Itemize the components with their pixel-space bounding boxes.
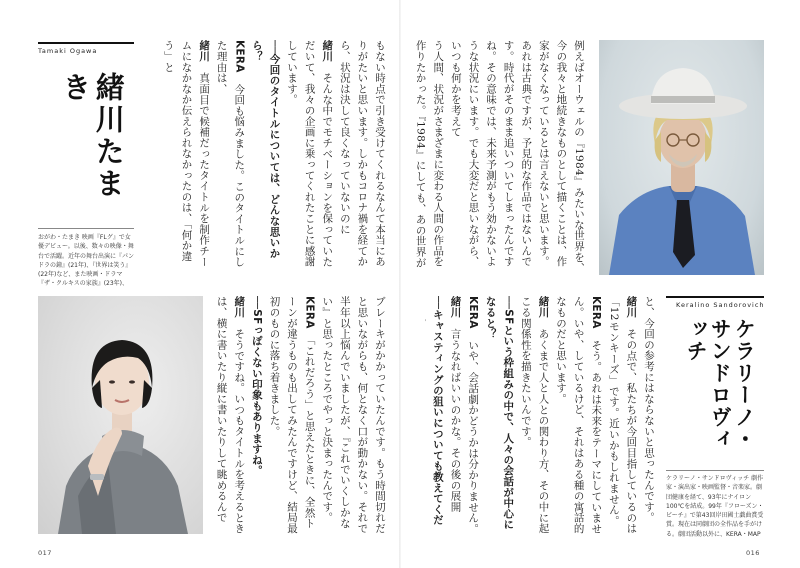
interview-question: ──SFという枠組みの中で、人々の会話が中心になると？	[484, 296, 515, 530]
speaker-text: 言うなればいいのかな。その後の展開	[449, 328, 462, 513]
paragraph: 例えばオーウェルの『1984』みたいな世界を、今の我々と地続きなものとして描くことは、作家がなくなっているとは言えないと思います。あれは古典ですが、予見的な作品ではないんです。時代がそのまま追いついてしまったんですね。その意味では、未来予測がもう効かないような状況にいます。でも大変だと思いながら、いつも何かを考えて	[449, 40, 585, 274]
paragraph	[282, 40, 335, 268]
speaker-text: そんな中でモチベーションを保っていただいて、我々の企画に乗ってくれたことに感謝しています。	[286, 40, 334, 267]
interviewee-name	[684, 318, 756, 468]
speaker-text: その点で、私たちが今回目指しているのは「12モンキーズ」です。近いかもしれません。	[607, 296, 638, 534]
text-column-lower	[216, 296, 388, 536]
speaker-label: 緒川	[321, 40, 334, 62]
romaji-name: Tamaki Ogawa	[38, 47, 98, 55]
interviewee-bio: おがわ・たまき 映画『FLグ』で女優デビュー。以後、数々の映像・舞台で活躍。近年の舞台出演に『パンドラの鐘』(21年)、『世界は笑う』(22年)など、また映画・ドラマ『ザ・クルキスの家族』(23年)、	[38, 234, 134, 288]
portrait-photo-kera	[599, 40, 764, 275]
paragraph	[265, 296, 318, 536]
speaker-label: KERA	[233, 40, 246, 73]
paragraph: ブレーキがかかっていたんです。もう時間切れだと思いながらも、何となく口が動かない。それで半年以上悩んでいましたが、『これでいくしかない』と思ったところでやっと決まったんです。	[321, 296, 386, 534]
interviewee-name: 緒川たまき	[58, 72, 126, 200]
speaker-text: あくまで人と人との関わり方、その中に起こる関係性を描きたいんです。	[519, 296, 550, 534]
paragraph: う人間、状況がさまざまに変わる人間の作品を作りたかった。『1984』にしても、あの世界が	[415, 40, 445, 268]
speaker-text: いや、会話劇かどうかは分かりません。	[467, 339, 480, 534]
speaker-label: 緒川	[198, 40, 211, 62]
page-number: 017	[38, 549, 52, 557]
name-line: ケラリーノ・	[732, 318, 758, 450]
paragraph	[159, 40, 212, 268]
speaker-label: 緒川	[537, 296, 550, 318]
interview-question: ──今回のタイトルについては、どんな思いから？	[250, 40, 281, 259]
name-block-rule	[38, 42, 134, 44]
page-gutter	[399, 0, 401, 568]
speaker-text: そう。あれは未来をテーマにしていません。いや、しているけど、それはある種の寓話的なものだと思います。	[555, 296, 603, 534]
speaker-label: 緒川	[449, 296, 462, 318]
speaker-label: 緒川	[233, 296, 246, 318]
paragraph: と、今回の参考にはならないと思ったんです。	[643, 296, 655, 523]
speaker-label: KERA	[590, 296, 603, 329]
bio-rule	[38, 228, 134, 229]
speaker-text: 今回も悩みました。このタイトルにした理由は、	[215, 40, 246, 268]
interviewee-bio: ケラリーノ・サンドロヴィッチ 劇作家・演出家・映画監督・音楽家。劇団健康を経て、93年にナイロン100℃を結成。99年『フローズン・ビーチ』で第43回岸田國士戯曲賞受賞。現在は同劇団の全作品を手がける。劇団活動以外に、KERA・MAP	[666, 475, 764, 538]
paragraph	[463, 296, 481, 536]
page-number: 016	[746, 549, 760, 557]
name-line: サンドロヴィッチ	[684, 318, 734, 450]
speaker-text: そうですね。いつもタイトルを考えるときは、横に書いたり縦に書いたりして眺めるんで	[216, 296, 246, 534]
speaker-label: 緒川	[625, 296, 638, 318]
portrait-illustration	[38, 296, 203, 534]
speaker-label: KERA	[303, 296, 316, 329]
paragraph	[446, 296, 464, 536]
name-block-rule	[666, 296, 764, 298]
paragraph: もない時点で引き受けてくれるなんて本当にありがたいと思います。しかもコロナ禍を経てから、状況は決して良くなっていないのに	[338, 40, 386, 267]
speaker-label: KERA	[467, 296, 480, 329]
paragraph	[551, 296, 604, 536]
speaker-text: 「これだろう」と思えたときに、全然トーンが違うものも出してみたんですけど、結局最初のものに落ち着きました。	[268, 296, 316, 534]
speaker-text: 真面目で候補だったタイトルを制作チームになかなか伝えられなかったのは、「何か違う」と	[162, 40, 211, 267]
interview-question: ──キャスティングの狙いについても教えてくだ	[431, 296, 444, 526]
bio-rule	[666, 470, 764, 471]
interview-question: ──SFっぽくない印象もありますね。	[250, 296, 263, 476]
paragraph	[604, 296, 639, 536]
portrait-photo-ogawa	[38, 296, 203, 534]
paragraph	[516, 296, 551, 536]
text-column-upper	[415, 40, 587, 274]
text-column-lower	[425, 296, 657, 536]
paragraph	[216, 296, 247, 536]
paragraph	[212, 40, 247, 268]
portrait-illustration	[599, 40, 764, 275]
romaji-name: Keralino Sandorovich	[676, 301, 765, 309]
text-column-upper	[156, 40, 388, 268]
